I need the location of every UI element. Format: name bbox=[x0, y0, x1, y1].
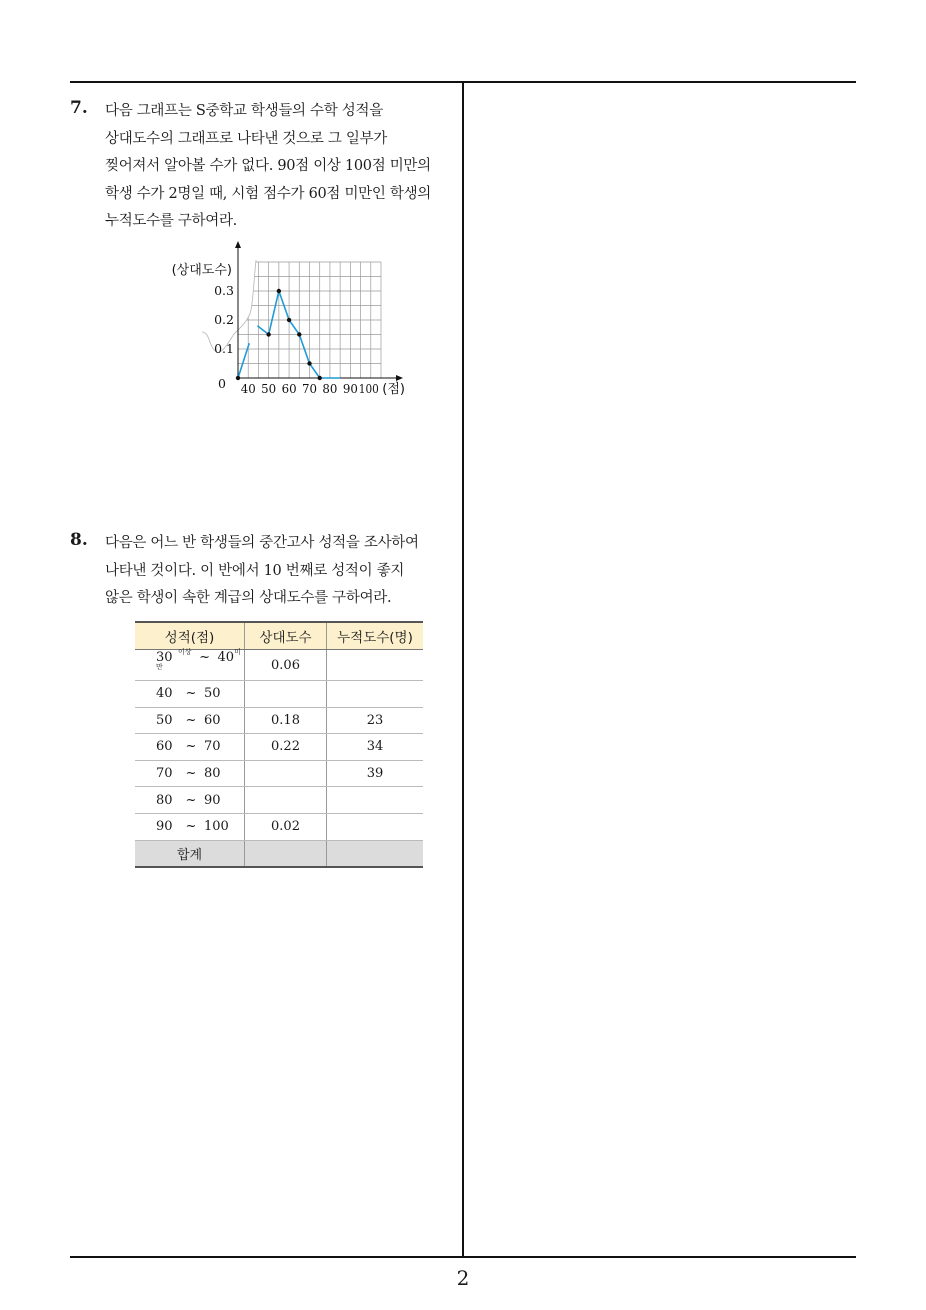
range-high: 50 bbox=[204, 686, 221, 702]
total-relative-cell bbox=[245, 840, 327, 867]
series-line bbox=[238, 343, 249, 378]
text-line: 나타낸 것이다. 이 반에서 10 번째로 성적이 좋지 bbox=[105, 562, 405, 579]
text-line: 다음 그래프는 S중학교 학생들의 수학 성적을 bbox=[105, 103, 383, 119]
range-tilde: ~ bbox=[185, 819, 197, 835]
x-tick-label: 80 bbox=[322, 381, 338, 396]
relative-frequency-cell bbox=[245, 760, 327, 787]
header-score: 성적(점) bbox=[135, 622, 245, 650]
score-range-cell bbox=[135, 681, 245, 708]
x-tick-label: 60 bbox=[281, 381, 297, 396]
data-point bbox=[266, 332, 270, 336]
relative-frequency-chart bbox=[150, 240, 410, 405]
text-line: 다음은 어느 반 학생들의 중간고사 성적을 조사하여 bbox=[105, 535, 419, 551]
score-range-cell bbox=[135, 787, 245, 814]
total-label: 합계 bbox=[135, 840, 245, 867]
relative-frequency-cell: 0.06 bbox=[245, 650, 327, 681]
table-row bbox=[135, 650, 423, 681]
text-line: 학생 수가 2명일 때, 시험 점수가 60점 미만인 학생의 bbox=[105, 185, 431, 202]
range-tilde: ~ bbox=[185, 686, 197, 702]
range-high: 100 bbox=[204, 819, 229, 835]
table-row bbox=[135, 681, 423, 708]
text-line: 않은 학생이 속한 계급의 상대도수를 구하여라. bbox=[105, 590, 392, 606]
x-tick-label: 100 bbox=[358, 381, 379, 396]
score-range-cell bbox=[135, 813, 245, 840]
page-number: 2 bbox=[456, 1266, 470, 1290]
data-point bbox=[318, 376, 322, 380]
score-range-cell bbox=[135, 650, 245, 681]
problem-text bbox=[105, 98, 460, 236]
problem-number: 7. bbox=[70, 98, 88, 118]
total-cumulative-cell bbox=[327, 840, 424, 867]
score-range-cell bbox=[135, 760, 245, 787]
frequency-table bbox=[135, 621, 423, 868]
y-axis-arrow bbox=[235, 241, 241, 248]
relative-frequency-cell: 0.22 bbox=[245, 734, 327, 761]
table-body bbox=[135, 650, 423, 868]
table-row bbox=[135, 760, 423, 787]
cumulative-frequency-cell bbox=[327, 650, 424, 681]
origin-label: 0 bbox=[218, 376, 226, 391]
range-high: 60 bbox=[204, 712, 221, 728]
cumulative-frequency-cell: 23 bbox=[327, 707, 424, 734]
data-point bbox=[277, 289, 281, 293]
y-axis-label: (상대도수) bbox=[171, 263, 232, 278]
problem-number: 8. bbox=[70, 530, 88, 550]
x-tick-label: 90 bbox=[342, 381, 358, 396]
header-cumulative-frequency: 누적도수(명) bbox=[327, 622, 424, 650]
chart-svg bbox=[150, 240, 410, 405]
x-axis-label: (점) bbox=[382, 382, 405, 397]
data-point bbox=[287, 318, 291, 322]
table-row bbox=[135, 707, 423, 734]
text-line: 찢어져서 알아볼 수가 없다. 90점 이상 100점 미만의 bbox=[105, 158, 431, 174]
cumulative-frequency-cell bbox=[327, 681, 424, 708]
problem-text bbox=[105, 530, 460, 613]
range-high: 40 bbox=[217, 650, 235, 665]
x-tick-label: 40 bbox=[240, 381, 256, 396]
bottom-rule bbox=[70, 1256, 856, 1258]
x-axis-arrow bbox=[396, 375, 403, 381]
range-low: 60 bbox=[156, 739, 173, 755]
range-high-qualifier: 미만 bbox=[156, 648, 241, 671]
range-low: 40 bbox=[156, 686, 173, 702]
y-tick-label: 0.1 bbox=[214, 341, 234, 356]
relative-frequency-cell bbox=[245, 787, 327, 814]
cumulative-frequency-cell bbox=[327, 787, 424, 814]
column-divider bbox=[462, 82, 464, 1258]
text-line: 상대도수의 그래프로 나타낸 것으로 그 일부가 bbox=[105, 130, 387, 147]
text-line: 누적도수를 구하여라. bbox=[105, 213, 237, 229]
relative-frequency-cell: 0.18 bbox=[245, 707, 327, 734]
data-point bbox=[236, 376, 240, 380]
table-header-row bbox=[135, 622, 423, 650]
relative-frequency-cell bbox=[245, 681, 327, 708]
relative-frequency-cell: 0.02 bbox=[245, 813, 327, 840]
header-relative-frequency: 상대도수 bbox=[245, 622, 327, 650]
range-tilde: ~ bbox=[185, 766, 197, 782]
range-low-qualifier: 이상 bbox=[178, 648, 192, 656]
cumulative-frequency-cell: 39 bbox=[327, 760, 424, 787]
range-high: 90 bbox=[204, 792, 221, 808]
range-tilde: ~ bbox=[199, 650, 210, 665]
table-row bbox=[135, 787, 423, 814]
range-tilde: ~ bbox=[185, 712, 197, 728]
range-low: 90 bbox=[156, 819, 173, 835]
cumulative-frequency-cell: 34 bbox=[327, 734, 424, 761]
range-low: 70 bbox=[156, 766, 173, 782]
table-total-row bbox=[135, 840, 423, 867]
score-range-cell bbox=[135, 734, 245, 761]
y-tick-label: 0.2 bbox=[214, 312, 234, 327]
x-tick-label: 50 bbox=[261, 381, 277, 396]
range-high: 70 bbox=[204, 739, 221, 755]
range-low: 50 bbox=[156, 712, 173, 728]
range-low: 80 bbox=[156, 792, 173, 808]
range-low: 30 bbox=[156, 650, 173, 665]
range-high: 80 bbox=[204, 766, 221, 782]
data-point bbox=[307, 361, 311, 365]
range-tilde: ~ bbox=[185, 739, 197, 755]
table-row bbox=[135, 813, 423, 840]
data-point bbox=[297, 332, 301, 336]
x-tick-label: 70 bbox=[302, 381, 318, 396]
score-range-cell bbox=[135, 707, 245, 734]
range-tilde: ~ bbox=[185, 792, 197, 808]
y-tick-label: 0.3 bbox=[214, 283, 234, 298]
cumulative-frequency-cell bbox=[327, 813, 424, 840]
table-row bbox=[135, 734, 423, 761]
